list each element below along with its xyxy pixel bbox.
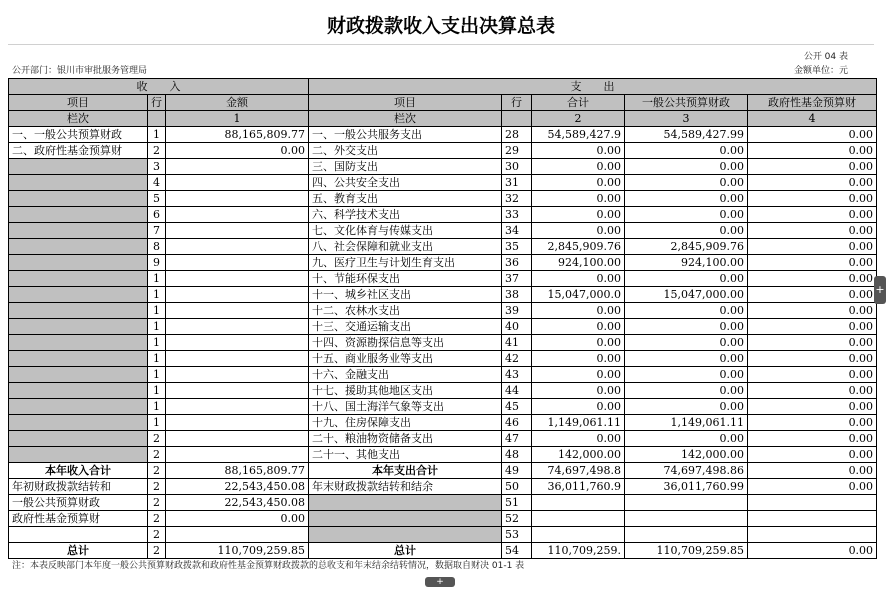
cell-income-item <box>9 447 148 463</box>
cell-expense-row: 45 <box>502 399 532 415</box>
cell-income-row: 1 <box>148 335 166 351</box>
cell-income-row: 2 <box>148 495 166 511</box>
cell-expense-item: 年末财政拨款结转和结余 <box>309 479 502 495</box>
summary-row <box>9 511 877 527</box>
cell-expense-item: 十五、商业服务业等支出 <box>309 351 502 367</box>
cell-expense-general: 1,149,061.11 <box>625 415 748 431</box>
cell-income-item <box>9 367 148 383</box>
cell-expense-item: 十七、援助其他地区支出 <box>309 383 502 399</box>
footnote: 注：本表反映部门本年度一般公共预算财政拨款和政府性基金预算财政拨款的总收支和年末结余结转情况，数据取自财决 01-1 表 <box>12 561 525 571</box>
expand-right-handle[interactable]: + <box>874 276 886 304</box>
cell-expense-total: 36,011,760.9 <box>532 479 625 495</box>
cell-expense-fund: 0.00 <box>748 431 877 447</box>
cell-expense-total <box>532 527 625 543</box>
table-row <box>9 351 877 367</box>
cell-expense-fund: 0.00 <box>748 175 877 191</box>
cell-income-row: 1 <box>148 415 166 431</box>
colno-4: 4 <box>748 111 877 127</box>
column-number-row <box>9 111 877 127</box>
cell-income-row: 1 <box>148 127 166 143</box>
table-row <box>9 383 877 399</box>
cell-expense-row: 53 <box>502 527 532 543</box>
cell-income-item <box>9 431 148 447</box>
table-row <box>9 287 877 303</box>
cell-income-row: 1 <box>148 367 166 383</box>
cell-expense-item: 二十、粮油物资储备支出 <box>309 431 502 447</box>
cell-expense-total: 924,100.00 <box>532 255 625 271</box>
cell-income-row: 4 <box>148 175 166 191</box>
cell-income-item <box>9 287 148 303</box>
cell-expense-total: 0.00 <box>532 431 625 447</box>
cell-income-amount: 110,709,259.85 <box>166 543 309 559</box>
cell-expense-item: 九、医疗卫生与计划生育支出 <box>309 255 502 271</box>
cell-income-row: 2 <box>148 511 166 527</box>
cell-expense-fund: 0.00 <box>748 207 877 223</box>
cell-expense-general: 0.00 <box>625 207 748 223</box>
colno-blank-right <box>502 111 532 127</box>
cell-income-item <box>9 399 148 415</box>
cell-income-amount <box>166 207 309 223</box>
cell-expense-row: 33 <box>502 207 532 223</box>
cell-expense-row: 31 <box>502 175 532 191</box>
cell-income-item <box>9 303 148 319</box>
cell-expense-general: 0.00 <box>625 271 748 287</box>
cell-income-item <box>9 223 148 239</box>
cell-income-amount <box>166 383 309 399</box>
cell-expense-item: 十一、城乡社区支出 <box>309 287 502 303</box>
cell-expense-item: 七、文化体育与传媒支出 <box>309 223 502 239</box>
cell-income-item <box>9 351 148 367</box>
cell-expense-item: 十八、国土海洋气象等支出 <box>309 399 502 415</box>
table-row <box>9 207 877 223</box>
cell-expense-row: 40 <box>502 319 532 335</box>
cell-income-item <box>9 207 148 223</box>
cell-expense-fund <box>748 527 877 543</box>
colno-3: 3 <box>625 111 748 127</box>
table-row <box>9 399 877 415</box>
cell-expense-item <box>309 527 502 543</box>
cell-expense-general: 142,000.00 <box>625 447 748 463</box>
cell-expense-general <box>625 511 748 527</box>
col-expense-item: 项目 <box>309 95 502 111</box>
cell-income-row: 2 <box>148 143 166 159</box>
cell-expense-row: 46 <box>502 415 532 431</box>
cell-expense-fund: 0.00 <box>748 191 877 207</box>
cell-income-item <box>9 191 148 207</box>
cell-expense-fund: 0.00 <box>748 239 877 255</box>
cell-expense-fund: 0.00 <box>748 399 877 415</box>
cell-expense-total: 0.00 <box>532 159 625 175</box>
cell-income-item <box>9 255 148 271</box>
cell-expense-total: 0.00 <box>532 143 625 159</box>
cell-expense-fund: 0.00 <box>748 447 877 463</box>
cell-expense-total: 0.00 <box>532 223 625 239</box>
cell-income-row: 1 <box>148 287 166 303</box>
cell-expense-general: 54,589,427.99 <box>625 127 748 143</box>
cell-expense-fund: 0.00 <box>748 255 877 271</box>
cell-expense-row: 34 <box>502 223 532 239</box>
cell-expense-general: 15,047,000.00 <box>625 287 748 303</box>
colno-2: 2 <box>532 111 625 127</box>
cell-expense-general: 0.00 <box>625 319 748 335</box>
cell-expense-item: 十九、住房保障支出 <box>309 415 502 431</box>
cell-expense-general: 0.00 <box>625 143 748 159</box>
cell-income-item: 一、一般公共预算财政 <box>9 127 148 143</box>
cell-expense-item: 十六、金融支出 <box>309 367 502 383</box>
summary-row <box>9 527 877 543</box>
cell-expense-item <box>309 511 502 527</box>
cell-expense-row: 44 <box>502 383 532 399</box>
cell-expense-fund: 0.00 <box>748 319 877 335</box>
cell-expense-row: 50 <box>502 479 532 495</box>
table-row <box>9 191 877 207</box>
cell-expense-item: 十、节能环保支出 <box>309 271 502 287</box>
cell-expense-general: 0.00 <box>625 175 748 191</box>
col-income-item: 项目 <box>9 95 148 111</box>
cell-expense-row: 36 <box>502 255 532 271</box>
cell-income-row: 5 <box>148 191 166 207</box>
cell-income-row: 9 <box>148 255 166 271</box>
cell-income-item <box>9 159 148 175</box>
cell-income-item: 政府性基金预算财 <box>9 511 148 527</box>
cell-income-amount <box>166 399 309 415</box>
cell-expense-item: 四、公共安全支出 <box>309 175 502 191</box>
cell-income-amount <box>166 335 309 351</box>
cell-income-amount: 88,165,809.77 <box>166 127 309 143</box>
cell-income-amount <box>166 191 309 207</box>
cell-expense-item: 六、科学技术支出 <box>309 207 502 223</box>
cell-expense-row: 49 <box>502 463 532 479</box>
cell-income-row: 3 <box>148 159 166 175</box>
cell-income-amount <box>166 271 309 287</box>
cell-expense-row: 41 <box>502 335 532 351</box>
cell-expense-general: 0.00 <box>625 303 748 319</box>
cell-expense-total: 0.00 <box>532 351 625 367</box>
table-row <box>9 159 877 175</box>
col-expense-general: 一般公共预算财政 <box>625 95 748 111</box>
cell-income-row: 2 <box>148 431 166 447</box>
cell-expense-general: 36,011,760.99 <box>625 479 748 495</box>
cell-expense-total: 0.00 <box>532 335 625 351</box>
col-income-row: 行 <box>148 95 166 111</box>
cell-income-amount <box>166 287 309 303</box>
cell-income-amount <box>166 415 309 431</box>
summary-row <box>9 463 877 479</box>
cell-expense-general <box>625 495 748 511</box>
cell-expense-fund: 0.00 <box>748 271 877 287</box>
cell-expense-fund: 0.00 <box>748 127 877 143</box>
cell-income-row: 6 <box>148 207 166 223</box>
cell-income-row: 2 <box>148 447 166 463</box>
cell-expense-row: 28 <box>502 127 532 143</box>
cell-income-amount: 88,165,809.77 <box>166 463 309 479</box>
cell-expense-general <box>625 527 748 543</box>
cell-income-item: 一般公共预算财政 <box>9 495 148 511</box>
cell-expense-fund: 0.00 <box>748 351 877 367</box>
table-row <box>9 303 877 319</box>
cell-expense-total: 0.00 <box>532 399 625 415</box>
cell-expense-row: 32 <box>502 191 532 207</box>
colno-label-left: 栏次 <box>9 111 148 127</box>
table-row <box>9 367 877 383</box>
colno-1: 1 <box>166 111 309 127</box>
cell-expense-row: 29 <box>502 143 532 159</box>
cell-income-amount <box>166 431 309 447</box>
cell-expense-general: 0.00 <box>625 367 748 383</box>
cell-income-item <box>9 335 148 351</box>
cell-expense-item: 二、外交支出 <box>309 143 502 159</box>
column-header-row <box>9 95 877 111</box>
cell-expense-general: 924,100.00 <box>625 255 748 271</box>
col-expense-total: 合计 <box>532 95 625 111</box>
cell-income-amount <box>166 239 309 255</box>
table-row <box>9 239 877 255</box>
cell-expense-general: 0.00 <box>625 399 748 415</box>
table-row <box>9 271 877 287</box>
report-grid <box>8 78 876 559</box>
cell-expense-general: 0.00 <box>625 351 748 367</box>
cell-expense-fund: 0.00 <box>748 335 877 351</box>
cell-income-amount <box>166 447 309 463</box>
cell-income-row: 8 <box>148 239 166 255</box>
cell-income-row: 1 <box>148 271 166 287</box>
cell-expense-row: 37 <box>502 271 532 287</box>
cell-expense-general: 0.00 <box>625 159 748 175</box>
expense-section-header: 支 出 <box>309 79 877 95</box>
cell-income-item: 二、政府性基金预算财 <box>9 143 148 159</box>
table-row <box>9 143 877 159</box>
cell-expense-row: 39 <box>502 303 532 319</box>
report-title: 财政拨款收入支出决算总表 <box>8 8 874 45</box>
cell-expense-total: 110,709,259. <box>532 543 625 559</box>
cell-expense-general: 0.00 <box>625 383 748 399</box>
cell-income-row: 7 <box>148 223 166 239</box>
cell-income-row: 1 <box>148 303 166 319</box>
cell-expense-fund: 0.00 <box>748 143 877 159</box>
cell-income-row: 2 <box>148 543 166 559</box>
cell-income-item: 本年收入合计 <box>9 463 148 479</box>
cell-expense-total: 1,149,061.11 <box>532 415 625 431</box>
cell-expense-item: 本年支出合计 <box>309 463 502 479</box>
cell-expense-general: 0.00 <box>625 335 748 351</box>
cell-income-row: 2 <box>148 527 166 543</box>
summary-row <box>9 495 877 511</box>
cell-expense-general: 2,845,909.76 <box>625 239 748 255</box>
cell-expense-row: 38 <box>502 287 532 303</box>
cell-expense-row: 35 <box>502 239 532 255</box>
cell-expense-fund <box>748 495 877 511</box>
cell-expense-total: 0.00 <box>532 303 625 319</box>
colno-label-right: 栏次 <box>309 111 502 127</box>
table-row <box>9 415 877 431</box>
cell-expense-item <box>309 495 502 511</box>
section-header-row <box>9 79 877 95</box>
cell-income-amount <box>166 159 309 175</box>
report-sheet <box>8 8 874 75</box>
cell-income-amount: 0.00 <box>166 143 309 159</box>
table-row <box>9 335 877 351</box>
cell-expense-item: 八、社会保障和就业支出 <box>309 239 502 255</box>
cell-income-row: 1 <box>148 351 166 367</box>
cell-expense-item: 十四、资源勘探信息等支出 <box>309 335 502 351</box>
cell-expense-item: 五、教育支出 <box>309 191 502 207</box>
cell-expense-general: 0.00 <box>625 223 748 239</box>
cell-income-item: 年初财政拨款结转和 <box>9 479 148 495</box>
summary-row <box>9 479 877 495</box>
cell-income-amount <box>166 319 309 335</box>
cell-expense-total: 0.00 <box>532 207 625 223</box>
cell-expense-item: 十三、交通运输支出 <box>309 319 502 335</box>
department-label: 公开部门：银川市审批服务管理局 <box>12 66 148 76</box>
cell-expense-row: 47 <box>502 431 532 447</box>
cell-income-item <box>9 271 148 287</box>
cell-expense-fund <box>748 511 877 527</box>
col-expense-row: 行 <box>502 95 532 111</box>
cell-income-amount: 22,543,450.08 <box>166 495 309 511</box>
table-row <box>9 255 877 271</box>
cell-income-amount <box>166 303 309 319</box>
cell-expense-item: 总计 <box>309 543 502 559</box>
cell-expense-total: 15,047,000.0 <box>532 287 625 303</box>
cell-income-item <box>9 175 148 191</box>
amount-unit: 金额单位：元 <box>793 66 848 76</box>
table-row <box>9 447 877 463</box>
cell-expense-item: 一、一般公共服务支出 <box>309 127 502 143</box>
cell-income-amount <box>166 527 309 543</box>
cell-income-row: 1 <box>148 383 166 399</box>
cell-expense-item: 十二、农林水支出 <box>309 303 502 319</box>
report-meta <box>8 45 874 75</box>
cell-expense-total: 0.00 <box>532 383 625 399</box>
cell-expense-total: 0.00 <box>532 175 625 191</box>
cell-expense-fund: 0.00 <box>748 463 877 479</box>
cell-income-amount <box>166 351 309 367</box>
cell-expense-row: 48 <box>502 447 532 463</box>
cell-expense-total: 0.00 <box>532 191 625 207</box>
table-row <box>9 175 877 191</box>
col-expense-fund: 政府性基金预算财 <box>748 95 877 111</box>
cell-income-amount: 22,543,450.08 <box>166 479 309 495</box>
cell-expense-fund: 0.00 <box>748 287 877 303</box>
cell-expense-general: 0.00 <box>625 431 748 447</box>
cell-expense-row: 42 <box>502 351 532 367</box>
cell-expense-fund: 0.00 <box>748 415 877 431</box>
cell-income-row: 1 <box>148 319 166 335</box>
cell-expense-row: 52 <box>502 511 532 527</box>
cell-expense-item: 三、国防支出 <box>309 159 502 175</box>
cell-expense-total: 0.00 <box>532 367 625 383</box>
cell-income-row: 2 <box>148 463 166 479</box>
cell-expense-total: 2,845,909.76 <box>532 239 625 255</box>
cell-income-row: 2 <box>148 479 166 495</box>
cell-income-item <box>9 527 148 543</box>
cell-expense-fund: 0.00 <box>748 303 877 319</box>
cell-income-amount <box>166 223 309 239</box>
form-number: 公开 04 表 <box>803 52 848 62</box>
cell-income-item: 总计 <box>9 543 148 559</box>
cell-expense-row: 51 <box>502 495 532 511</box>
cell-expense-fund: 0.00 <box>748 383 877 399</box>
finance-table <box>8 78 877 559</box>
cell-income-item <box>9 319 148 335</box>
cell-expense-fund: 0.00 <box>748 543 877 559</box>
cell-income-amount <box>166 175 309 191</box>
cell-income-item <box>9 383 148 399</box>
cell-income-amount <box>166 367 309 383</box>
table-row <box>9 431 877 447</box>
colno-blank-left <box>148 111 166 127</box>
cell-expense-fund: 0.00 <box>748 159 877 175</box>
cell-expense-fund: 0.00 <box>748 223 877 239</box>
cell-expense-row: 30 <box>502 159 532 175</box>
cell-expense-total: 74,697,498.8 <box>532 463 625 479</box>
col-income-amount: 金额 <box>166 95 309 111</box>
cell-expense-fund: 0.00 <box>748 367 877 383</box>
cell-expense-general: 0.00 <box>625 191 748 207</box>
cell-expense-total <box>532 495 625 511</box>
cell-expense-row: 54 <box>502 543 532 559</box>
table-row <box>9 319 877 335</box>
table-row <box>9 223 877 239</box>
cell-expense-row: 43 <box>502 367 532 383</box>
cell-expense-item: 二十一、其他支出 <box>309 447 502 463</box>
income-section-header: 收 入 <box>9 79 309 95</box>
cell-expense-fund: 0.00 <box>748 479 877 495</box>
summary-row <box>9 543 877 559</box>
cell-income-row: 1 <box>148 399 166 415</box>
cell-expense-general: 110,709,259.85 <box>625 543 748 559</box>
cell-income-item <box>9 239 148 255</box>
cell-expense-general: 74,697,498.86 <box>625 463 748 479</box>
cell-expense-total: 0.00 <box>532 319 625 335</box>
expand-bottom-handle[interactable]: + <box>425 577 455 587</box>
table-row <box>9 127 877 143</box>
cell-income-item <box>9 415 148 431</box>
cell-expense-total <box>532 511 625 527</box>
cell-expense-total: 0.00 <box>532 271 625 287</box>
cell-expense-total: 142,000.00 <box>532 447 625 463</box>
cell-expense-total: 54,589,427.9 <box>532 127 625 143</box>
cell-income-amount: 0.00 <box>166 511 309 527</box>
cell-income-amount <box>166 255 309 271</box>
